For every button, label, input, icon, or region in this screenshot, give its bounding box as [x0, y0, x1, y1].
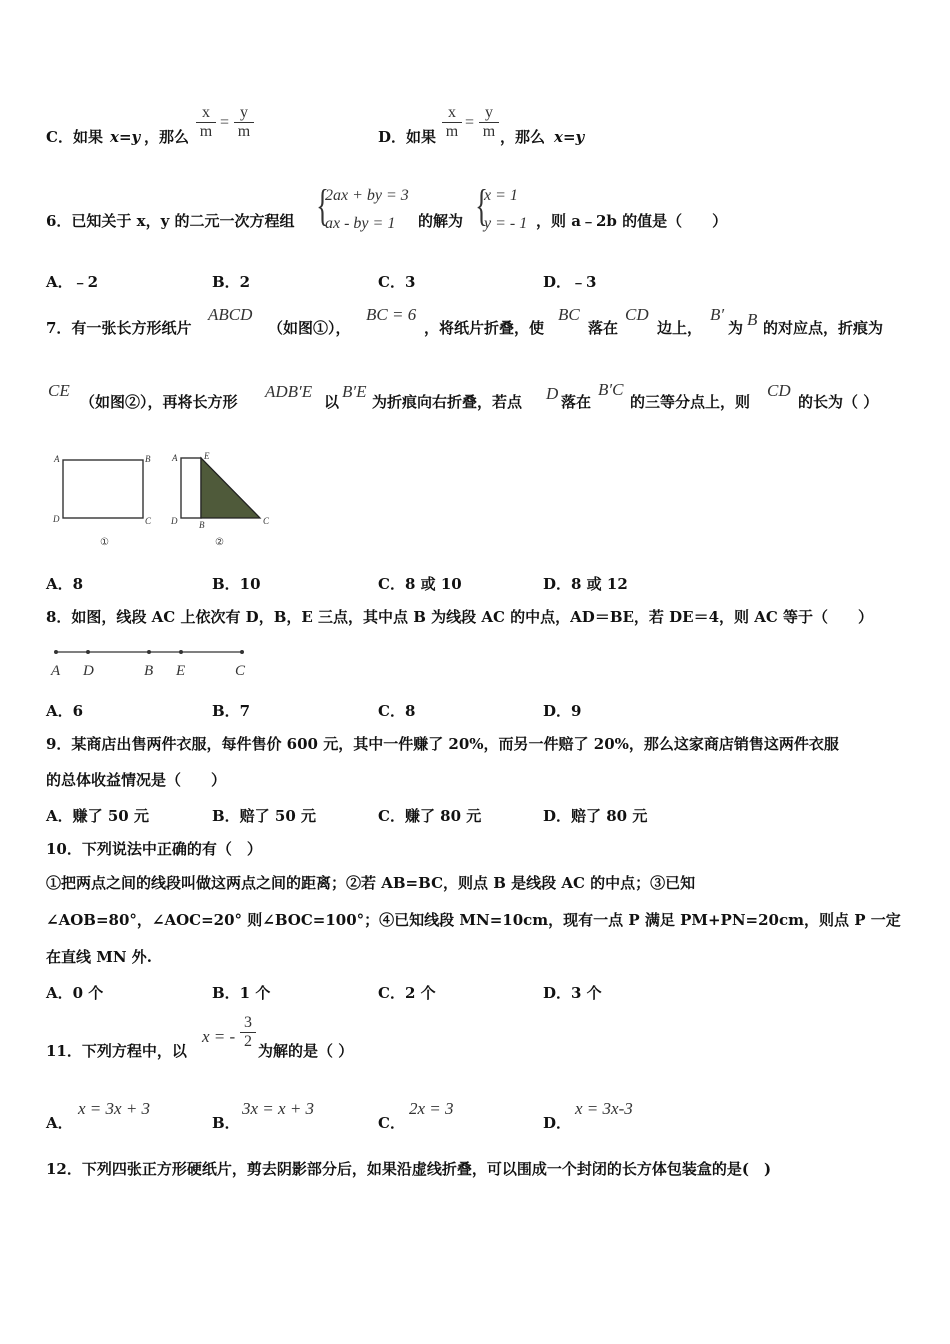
q7-math-bprime: B′ — [710, 305, 725, 324]
q6-solution-1: x = 1 — [484, 187, 518, 204]
q7-math-bc: BC — [558, 305, 580, 324]
q7-math-d: D — [546, 384, 559, 403]
q7-text-2e: 的三等分点上，则 — [630, 393, 751, 411]
q7-fig2-label-c: C — [263, 516, 270, 526]
q9-option-d[interactable]: D．赔了 80 元 — [543, 807, 648, 825]
q6-equation-1: 2ax + by = 3 — [325, 187, 409, 204]
q7-fig2-label-e: E — [204, 451, 210, 461]
q11-stem-a: 11．下列方程中，以 — [46, 1042, 187, 1060]
q7-math-cd: CD — [625, 305, 649, 324]
q9-stem-line-2: 的总体收益情况是（ ） — [46, 771, 227, 789]
q6-option-c[interactable]: C．3 — [378, 273, 416, 291]
q7-text-2b: 以 — [324, 393, 340, 411]
q5-d-fraction-right: y m — [479, 104, 499, 141]
q5-c-condition: x=y — [110, 128, 141, 146]
q6-solution-brace: { — [475, 181, 488, 230]
q11-option-d-label: D． — [543, 1114, 572, 1132]
q8-option-d[interactable]: D．9 — [543, 702, 582, 720]
q8-label-d: D — [83, 663, 94, 679]
q7-figure-2 — [168, 450, 278, 550]
q7-fig1-label-a: A — [54, 454, 60, 464]
q5-c-fraction-right: y m — [234, 104, 254, 141]
q7-text-2a: （如图②），再将长方形 — [80, 393, 238, 411]
q8-stem: 8．如图，线段 AC 上依次有 D，B，E 三点，其中点 B 为线段 AC 的中点，AD＝BE，若 DE＝4，则 AC 等于（ ） — [46, 608, 874, 626]
q6-option-d[interactable]: D．﹣3 — [543, 273, 597, 291]
q7-math-adbe: ADB′E — [265, 382, 313, 401]
q11-option-b-label: B． — [212, 1114, 240, 1132]
q8-option-b[interactable]: B．7 — [212, 702, 251, 720]
q7-math-ce: CE — [48, 381, 70, 400]
q5-c-label: C．如果 — [46, 128, 103, 146]
q7-fig2-caption: ② — [215, 537, 224, 548]
q7-math-b: B — [747, 310, 758, 329]
q5-d-equals: = — [465, 114, 475, 131]
q11-option-a-equation: x = 3x + 3 — [78, 1099, 151, 1118]
q7-text-2c: 为折痕向右折叠，若点 — [372, 393, 523, 411]
q8-segment-figure — [46, 642, 256, 682]
q6-stem-b: 的解为 — [418, 212, 464, 230]
q10-option-c[interactable]: C．2 个 — [378, 984, 436, 1002]
q7-text-1b: （如图①）， — [268, 319, 351, 337]
q7-fig2-label-d: D — [171, 516, 178, 526]
q8-point-c — [240, 650, 244, 654]
q10-statement-line-2: ∠AOB=80°，∠AOC=20° 则∠BOC=100°；④已知线段 MN=10cm，现有一点 P 满足 PM+PN=20cm，则点 P 一定 — [46, 911, 901, 929]
q7-text-2d: 落在 — [561, 393, 592, 411]
q7-text-1a: 7．有一张长方形纸片 — [46, 319, 192, 337]
q12-stem: 12．下列四张正方形硬纸片，剪去阴影部分后，如果沿虚线折叠，可以围成一个封闭的长方体包装盒的是( ) — [46, 1160, 772, 1178]
q11-option-c-label: C． — [378, 1114, 405, 1132]
q11-option-b-equation: 3x = x + 3 — [242, 1099, 315, 1118]
q7-option-d[interactable]: D．8 或 12 — [543, 575, 628, 593]
q9-option-b[interactable]: B．赔了 50 元 — [212, 807, 316, 825]
q6-stem-a: 6．已知关于 x，y 的二元一次方程组 — [46, 212, 295, 230]
q6-system-brace: { — [316, 181, 329, 230]
q7-math-be: B′E — [342, 382, 367, 401]
q5-c-equals: = — [220, 114, 230, 131]
q7-fig1-label-c: C — [145, 516, 152, 526]
q6-stem-c: ，则 a﹣2b 的值是（ ） — [536, 212, 728, 230]
q10-option-a[interactable]: A．0 个 — [46, 984, 104, 1002]
q9-option-c[interactable]: C．赚了 80 元 — [378, 807, 482, 825]
q8-point-b — [147, 650, 151, 654]
q6-equation-2: ax - by = 1 — [325, 215, 396, 232]
q10-statement-line-1: ①把两点之间的线段叫做这两点之间的距离；②若 AB=BC，则点 B 是线段 AC 的中点；③已知 — [46, 874, 696, 892]
q5-c-fraction-left: x m — [196, 104, 216, 141]
q8-label-a: A — [51, 663, 61, 679]
q7-text-1d: 落在 — [588, 319, 619, 337]
q11-x-equals: x = - — [202, 1027, 236, 1046]
q10-stem: 10．下列说法中正确的有（ ） — [46, 840, 262, 858]
q7-text-1c: ，将纸片折叠，使 — [424, 319, 545, 337]
q7-fig1-caption: ① — [100, 537, 109, 548]
q7-math-bc2: B′C — [598, 380, 624, 399]
q10-statement-line-3: 在直线 MN 外. — [46, 948, 152, 966]
q10-option-d[interactable]: D．3 个 — [543, 984, 602, 1002]
q7-math-bc6: BC = 6 — [366, 305, 417, 324]
q10-option-b[interactable]: B．1 个 — [212, 984, 271, 1002]
q11-option-c-equation: 2x = 3 — [409, 1099, 454, 1118]
q5-d-then: ，那么 — [500, 128, 546, 146]
q8-option-a[interactable]: A．6 — [46, 702, 84, 720]
q5-d-label: D．如果 — [378, 128, 437, 146]
q7-fig1-label-d: D — [53, 514, 60, 524]
q11-stem-b: 为解的是（ ） — [258, 1042, 354, 1060]
q6-solution-2: y = - 1 — [484, 215, 528, 232]
q7-fig2-label-b: B — [199, 520, 205, 530]
q6-option-a[interactable]: A．﹣2 — [46, 273, 99, 291]
q5-c-then: ，那么 — [144, 128, 190, 146]
q8-point-e — [179, 650, 183, 654]
q5-d-condition: x=y — [554, 128, 585, 146]
q7-option-a[interactable]: A．8 — [46, 575, 84, 593]
q7-math-abcd: ABCD — [208, 305, 253, 324]
q7-math-cd2: CD — [767, 381, 791, 400]
q11-fraction: 3 2 — [240, 1014, 256, 1051]
q7-fig2-label-a: A — [172, 453, 178, 463]
q5-d-fraction-left: x m — [442, 104, 462, 141]
q8-option-c[interactable]: C．8 — [378, 702, 416, 720]
q7-option-b[interactable]: B．10 — [212, 575, 261, 593]
q7-fig1-rectangle — [63, 460, 143, 518]
q7-option-c[interactable]: C．8 或 10 — [378, 575, 462, 593]
q8-label-c: C — [235, 663, 246, 679]
q7-text-1f: 为 — [728, 319, 744, 337]
q8-point-a — [54, 650, 58, 654]
q7-text-1g: 的对应点，折痕为 — [763, 319, 884, 337]
q7-text-1e: 边上， — [657, 319, 703, 337]
q7-figure-1 — [48, 452, 158, 552]
q11-option-a-label: A． — [46, 1114, 73, 1132]
q6-option-b[interactable]: B．2 — [212, 273, 251, 291]
q9-stem-line-1: 9．某商店出售两件衣服，每件售价 600 元，其中一件赚了 20%，而另一件赔了 20%，那么这家商店销售这两件衣服 — [46, 735, 839, 753]
q7-text-2f: 的长为（ ） — [798, 393, 879, 411]
q11-option-d-equation: x = 3x-3 — [575, 1099, 633, 1118]
q8-label-b: B — [144, 663, 154, 679]
q8-label-e: E — [176, 663, 186, 679]
q9-option-a[interactable]: A．赚了 50 元 — [46, 807, 149, 825]
q8-point-d — [86, 650, 90, 654]
q7-fig1-label-b: B — [145, 454, 151, 464]
q7-fig2-strip — [181, 458, 201, 518]
